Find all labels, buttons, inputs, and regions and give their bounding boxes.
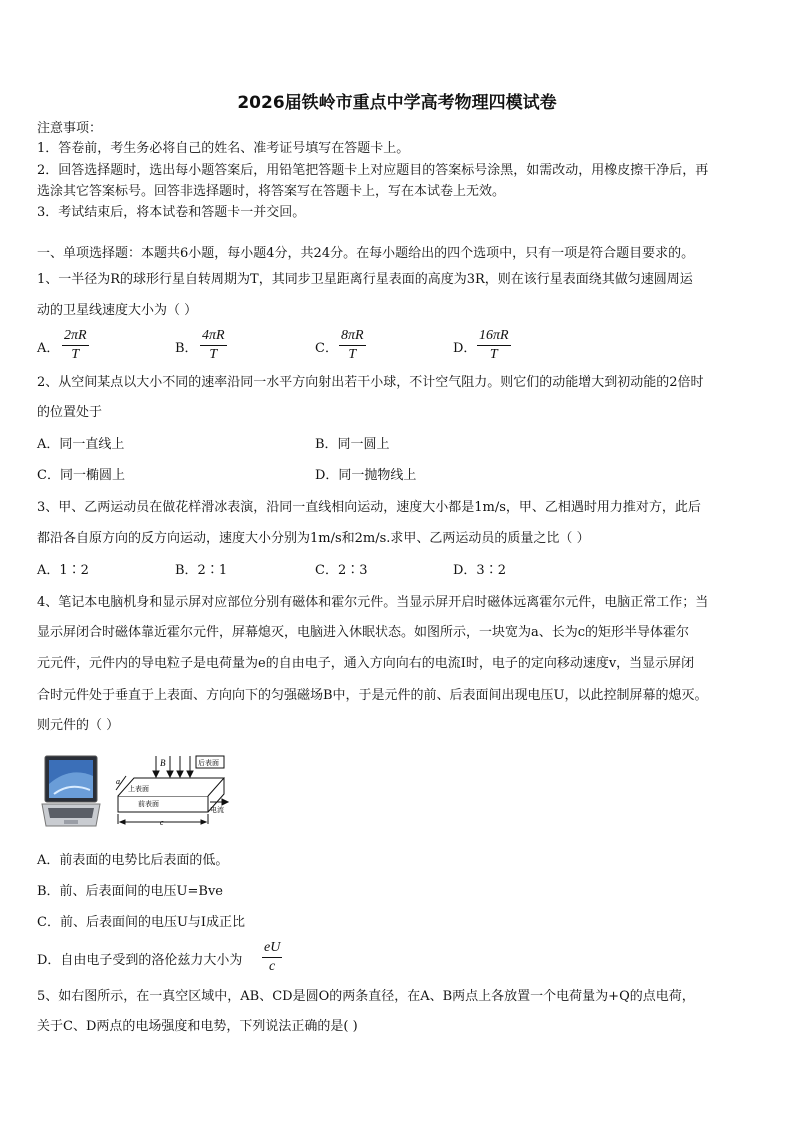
q1-option-c-denominator: T	[348, 347, 357, 362]
q3-option-a: A．1∶2	[37, 563, 89, 578]
q1-option-d-numerator: 16πR	[479, 328, 509, 343]
fig-label-a: a	[116, 777, 120, 786]
q1-option-b-fraction	[200, 328, 227, 363]
q3-option-c: C．2∶3	[315, 563, 368, 578]
hall-element-diagram	[110, 752, 240, 832]
q3-stem-line-2: 都沿各自原方向的反方向运动，速度大小分别为1m/s和2m/s.求甲、乙两运动员的质量之比（ ）	[37, 531, 590, 546]
q2-stem-line-1: 2、从空间某点以大小不同的速率沿同一水平方向射出若干小球，不计空气阻力。则它们的动能增大到初动能的2倍时	[37, 375, 704, 390]
q2-option-b: B．同一圆上	[315, 437, 390, 452]
fig-label-c: c	[160, 818, 164, 827]
q4-stem-line-1: 4、笔记本电脑机身和显示屏对应部位分别有磁体和霍尔元件。当显示屏开启时磁体远离霍尔元件，电脑正常工作；当	[37, 595, 709, 610]
notice-item-2-line-2: 选涂其它答案标号。回答非选择题时，将答案写在答题卡上，写在本试卷上无效。	[37, 184, 506, 199]
q5-stem-line-2: 关于C、D两点的电场强度和电势，下列说法正确的是( )	[37, 1019, 358, 1034]
fig-label-current: 电流	[210, 806, 224, 814]
q3-stem-line-1: 3、甲、乙两运动员在做花样滑冰表演，沿同一直线相向运动，速度大小都是1m/s，甲、乙相遇时用力推对方，此后	[37, 500, 701, 515]
notice-item-1: 1．答卷前，考生务必将自己的姓名、准考证号填写在答题卡上。	[37, 141, 410, 156]
notice-item-3: 3．考试结束后，将本试卷和答题卡一并交回。	[37, 205, 306, 220]
q1-option-c-label: C．	[315, 341, 338, 356]
q1-option-d-denominator: T	[489, 347, 498, 362]
q1-option-a-denominator: T	[71, 347, 80, 362]
q4-option-b: B．前、后表面间的电压U=Bve	[37, 884, 223, 899]
q1-stem-line-1: 1、一半径为R的球形行星自转周期为T，其同步卫星距离行星表面的高度为3R，则在该行星表面绕其做匀速圆周运	[37, 272, 693, 287]
q4-option-d-text: D．自由电子受到的洛伦兹力大小为	[37, 953, 243, 968]
q5-stem-line-1: 5、如右图所示，在一真空区域中，AB、CD是圆O的两条直径，在A、B两点上各放置一个电荷量为+Q的点电荷，	[37, 989, 695, 1004]
page-title: 2026届铁岭市重点中学高考物理四模试卷	[237, 93, 557, 113]
fig-label-top-surface: 上表面	[128, 785, 149, 793]
laptop-image	[40, 754, 102, 832]
q1-option-a-numerator: 2πR	[64, 328, 87, 343]
q4-option-a: A．前表面的电势比后表面的低。	[37, 853, 229, 868]
q4-option-c: C．前、后表面间的电压U与I成正比	[37, 915, 246, 930]
q1-option-c-fraction	[339, 328, 366, 363]
q1-option-d-fraction	[477, 328, 511, 363]
notice-item-2-line-1: 2．回答选择题时，选出每小题答案后，用铅笔把答题卡上对应题目的答案标号涂黑，如需改动，用橡皮擦干净后，再	[37, 163, 709, 178]
q1-option-b-numerator: 4πR	[202, 328, 225, 343]
q1-option-b-label: B．	[175, 341, 198, 356]
q1-option-d-label: D．	[453, 341, 477, 356]
q1-option-b-denominator: T	[209, 347, 218, 362]
section-1-heading: 一、单项选择题：本题共6小题，每小题4分，共24分。在每小题给出的四个选项中，只有一项是符合题目要求的。	[37, 246, 695, 261]
q2-option-c: C．同一椭圆上	[37, 468, 125, 483]
notice-heading: 注意事项：	[37, 121, 103, 136]
q2-stem-line-2: 的位置处于	[37, 405, 103, 420]
fig-label-b: B	[160, 758, 166, 768]
fig-label-back-surface: 后表面	[198, 759, 219, 767]
q4-stem-line-4: 合时元件处于垂直于上表面、方向向下的匀强磁场B中，于是元件的前、后表面间出现电压U，以此控制屏幕的熄灭。	[37, 688, 708, 703]
q2-option-a: A．同一直线上	[37, 437, 125, 452]
q3-option-d: D．3∶2	[453, 563, 506, 578]
q4-stem-line-3: 元元件，元件内的导电粒子是电荷量为e的自由电子，通入方向向右的电流I时，电子的定向移动速度v，当显示屏闭	[37, 656, 695, 671]
q1-option-a-label: A．	[37, 341, 60, 356]
q4-stem-line-5: 则元件的（ ）	[37, 718, 120, 733]
q1-stem-line-2: 动的卫星线速度大小为（ ）	[37, 303, 198, 318]
q1-option-a-fraction	[62, 328, 89, 363]
q4-option-d-numerator: eU	[264, 940, 281, 955]
q1-option-c-numerator: 8πR	[341, 328, 364, 343]
q2-option-d: D．同一抛物线上	[315, 468, 417, 483]
q3-option-b: B．2∶1	[175, 563, 228, 578]
fig-label-front-surface: 前表面	[138, 800, 159, 808]
q4-option-d-denominator: c	[269, 959, 276, 974]
q4-stem-line-2: 显示屏闭合时磁体靠近霍尔元件，屏幕熄灭，电脑进入休眠状态。如图所示，一块宽为a、长为c的矩形半导体霍尔	[37, 625, 690, 640]
q4-option-d-fraction	[262, 940, 282, 975]
